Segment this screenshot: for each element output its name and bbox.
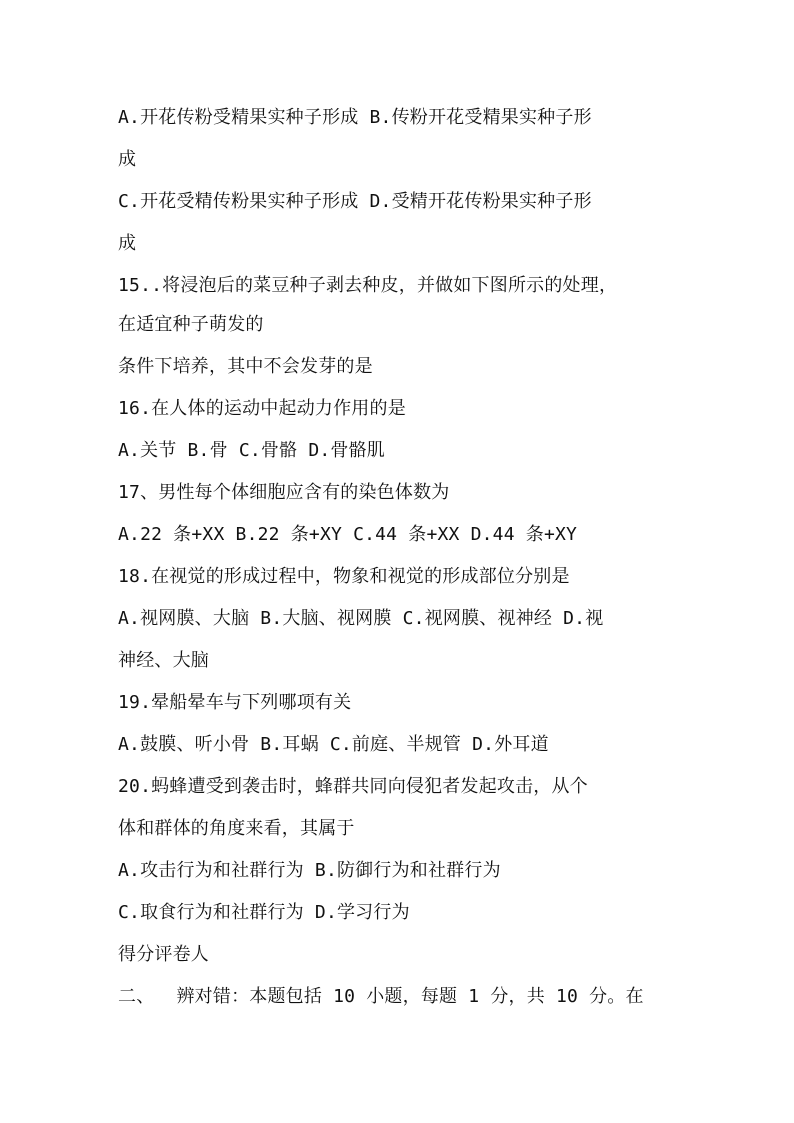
q15-stem-line3: 条件下培养，其中不会发芽的是 xyxy=(118,356,373,377)
q19-options: A.鼓膜、听小骨 B.耳蜗 C.前庭、半规管 D.外耳道 xyxy=(118,734,549,755)
q14-options-cd: C.开花受精传粉果实种子形成 D.受精开花传粉果实种子形 xyxy=(118,191,592,212)
q19-stem: 19.晕船晕车与下列哪项有关 xyxy=(118,692,352,713)
q15-stem-line1: 15..将浸泡后的菜豆种子剥去种皮，并做如下图所示的处理， xyxy=(118,275,618,296)
q20-stem-line1: 20.蚂蜂遭受到袭击时，蜂群共同向侵犯者发起攻击，从个 xyxy=(118,776,588,797)
q17-options: A.22 条+XX B.22 条+XY C.44 条+XX D.44 条+XY xyxy=(118,524,578,545)
q14-options-cd-wrap: 成 xyxy=(118,233,137,254)
q16-options: A.关节 B.骨 C.骨骼 D.骨骼肌 xyxy=(118,440,386,461)
q18-options: A.视网膜、大脑 B.大脑、视网膜 C.视网膜、视神经 D.视 xyxy=(118,608,604,629)
q16-stem: 16.在人体的运动中起动力作用的是 xyxy=(118,398,406,419)
score-reviewer-label: 得分评卷人 xyxy=(118,944,209,965)
section-two-heading: 二、 辨对错：本题包括 10 小题，每题 1 分，共 10 分。在 xyxy=(118,986,644,1007)
q20-options-ab: A.攻击行为和社群行为 B.防御行为和社群行为 xyxy=(118,860,501,881)
q14-options-ab-wrap: 成 xyxy=(118,149,137,170)
q18-options-wrap: 神经、大脑 xyxy=(118,650,209,671)
q18-stem: 18.在视觉的形成过程中，物象和视觉的形成部位分别是 xyxy=(118,566,570,587)
q20-options-cd: C.取食行为和社群行为 D.学习行为 xyxy=(118,902,410,923)
q14-options-ab: A.开花传粉受精果实种子形成 B.传粉开花受精果实种子形 xyxy=(118,107,592,128)
q15-stem-line2: 在适宜种子萌发的 xyxy=(118,314,264,335)
q17-stem: 17、男性每个体细胞应含有的染色体数为 xyxy=(118,482,450,503)
q20-stem-line2: 体和群体的角度来看，其属于 xyxy=(118,818,355,839)
